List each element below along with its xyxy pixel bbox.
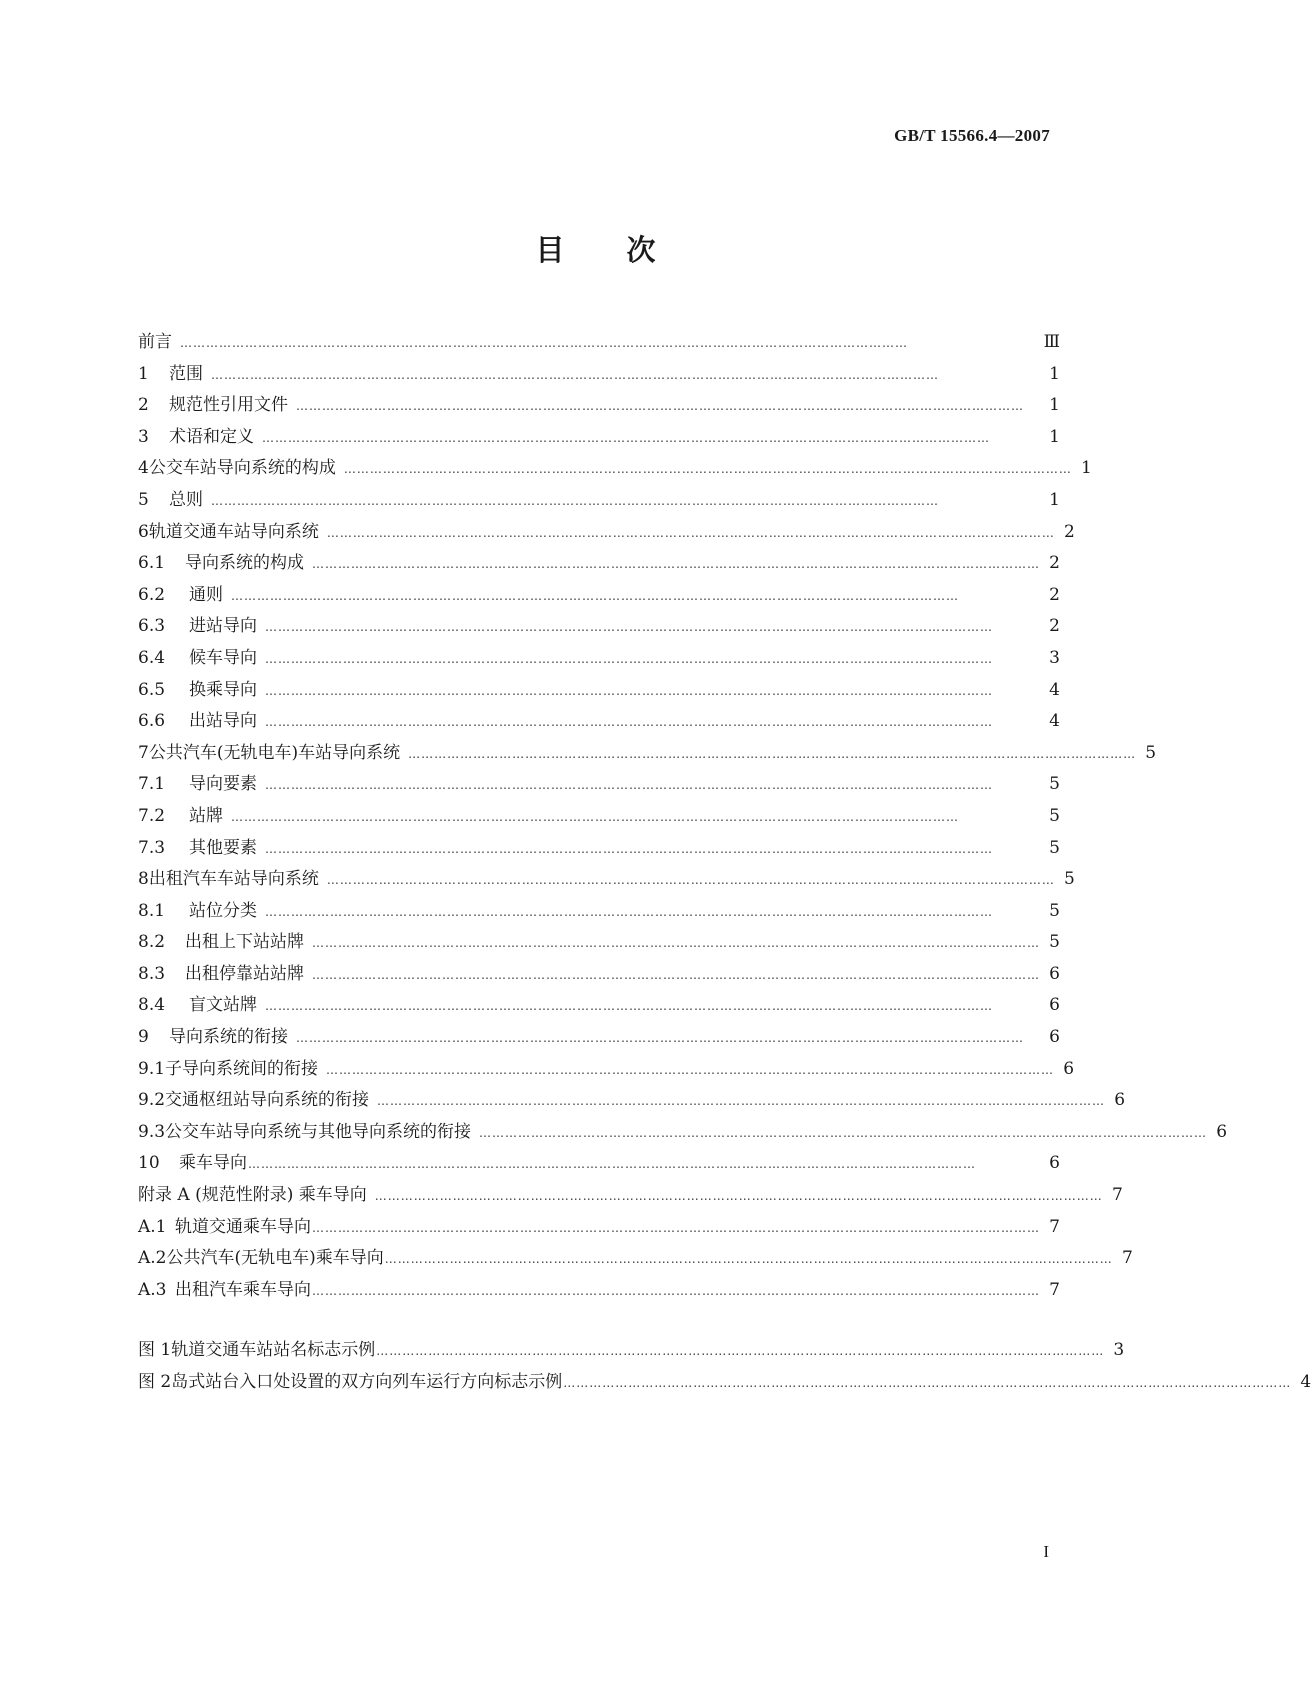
toc-num: 7.1 [138, 774, 166, 795]
toc-page: 6 [1049, 995, 1060, 1016]
leader-dots: …………………………………………………………………………………………………………………………………………………… [296, 1031, 1024, 1046]
toc-page: 7 [1121, 1248, 1133, 1269]
toc-row-a-1[interactable] [138, 1212, 1060, 1244]
leader-dots: …………………………………………………………………………………………………………………………………………………… [326, 1062, 1055, 1077]
leader-dots: …………………………………………………………………………………………………………………………………………………… [326, 873, 1055, 888]
leader-dots: …………………………………………………………………………………………………………………………………………………… [262, 430, 990, 445]
toc-label: 总则 [169, 489, 203, 510]
toc-row-8-3[interactable] [138, 959, 1060, 991]
toc-page: 2 [1049, 616, 1060, 637]
leader-dots: …………………………………………………………………………………………………………………………………………………… [326, 525, 1055, 540]
toc-row-9-1[interactable] [138, 1054, 1075, 1086]
toc-page: 6 [1049, 1153, 1060, 1174]
leader-dots: …………………………………………………………………………………………………………………………………………………… [312, 557, 1040, 572]
figure-num: 图 2 [138, 1371, 172, 1392]
toc-label: 换乘导向 [189, 679, 257, 700]
toc-page: 1 [1049, 363, 1060, 384]
figure-row-1[interactable] [138, 1335, 1125, 1367]
toc-row-8-2[interactable] [138, 927, 1060, 959]
toc-row-1[interactable] [138, 359, 1060, 391]
toc-num: 8.3 [138, 963, 166, 984]
leader-dots: …………………………………………………………………………………………………………………………………………………… [312, 967, 1040, 982]
toc-label: 公交车站导向系统的构成 [148, 458, 336, 479]
toc-page: 5 [1049, 932, 1060, 953]
toc-page: 2 [1064, 521, 1075, 542]
table-of-contents [138, 327, 1228, 1306]
toc-num: 8 [138, 869, 149, 890]
toc-label: 盲文站牌 [189, 995, 257, 1016]
toc-row-6-4[interactable] [138, 643, 1060, 675]
leader-dots: …………………………………………………………………………………………………………………………………………………… [563, 1375, 1292, 1390]
toc-label: 通则 [189, 584, 223, 605]
toc-num: 9.3 [138, 1121, 166, 1142]
leader-dots: …………………………………………………………………………………………………………………………………………………… [312, 1283, 1040, 1298]
leader-dots: …………………………………………………………………………………………………………………………………………………… [231, 588, 959, 603]
toc-label: 轨道交通乘车导向 [175, 1216, 311, 1237]
toc-row-7-3[interactable] [138, 833, 1060, 865]
leader-dots: …………………………………………………………………………………………………………………………………………………… [408, 746, 1137, 761]
toc-page: 6 [1216, 1121, 1228, 1142]
toc-num: 6.3 [138, 616, 166, 637]
toc-label: 导向系统的衔接 [169, 1027, 288, 1048]
leader-dots: …………………………………………………………………………………………………………………………………………………… [265, 841, 993, 856]
toc-row-6[interactable] [138, 517, 1075, 549]
toc-num: 8.1 [138, 900, 166, 921]
toc-label: 规范性引用文件 [169, 395, 288, 416]
toc-label: 术语和定义 [169, 426, 254, 447]
toc-page: 2 [1049, 553, 1060, 574]
toc-page: 6 [1049, 1027, 1060, 1048]
leader-dots: …………………………………………………………………………………………………………………………………………………… [265, 715, 993, 730]
toc-num: 6.1 [138, 553, 166, 574]
toc-num: 7 [138, 742, 149, 763]
toc-row-5[interactable] [138, 485, 1060, 517]
toc-row-2[interactable] [138, 390, 1060, 422]
toc-label: 前言 [138, 332, 172, 352]
toc-page: 4 [1049, 679, 1060, 700]
toc-label: 乘车导向 [179, 1153, 247, 1174]
toc-label: 出租上下站站牌 [185, 932, 304, 953]
toc-row-7-2[interactable] [138, 801, 1060, 833]
page-number: I [1043, 1542, 1049, 1561]
toc-num: 6.5 [138, 679, 166, 700]
toc-num: A.2 [138, 1248, 167, 1269]
toc-num: 3 [138, 426, 149, 447]
leader-dots: …………………………………………………………………………………………………………………………………………………… [248, 1157, 976, 1172]
leader-dots: …………………………………………………………………………………………………………………………………………………… [312, 1220, 1040, 1235]
title-char-2: 次 [626, 233, 656, 267]
toc-label: 范围 [169, 363, 203, 384]
toc-num: 2 [138, 395, 149, 416]
toc-page: Ⅲ [1043, 332, 1060, 352]
toc-page: 6 [1049, 963, 1060, 984]
page-title [0, 228, 1191, 269]
figure-page: 4 [1300, 1371, 1311, 1392]
leader-dots: …………………………………………………………………………………………………………………………………………………… [479, 1125, 1208, 1140]
toc-num: 10 [138, 1153, 160, 1174]
toc-row-a-3[interactable] [138, 1275, 1060, 1307]
toc-label: 交通枢纽站导向系统的衔接 [165, 1090, 370, 1111]
toc-label: 站牌 [189, 805, 223, 826]
toc-num: 7.3 [138, 837, 166, 858]
toc-num: A.1 [138, 1216, 167, 1237]
toc-row-a-2[interactable] [138, 1243, 1133, 1275]
toc-label: 站位分类 [189, 900, 257, 921]
leader-dots: …………………………………………………………………………………………………………………………………………………… [265, 651, 993, 666]
figure-page: 3 [1113, 1340, 1125, 1360]
toc-page: 5 [1145, 742, 1157, 763]
leader-dots: …………………………………………………………………………………………………………………………………………………… [377, 1094, 1106, 1109]
toc-page: 5 [1049, 837, 1060, 858]
toc-page: 3 [1049, 647, 1060, 668]
leader-dots: …………………………………………………………………………………………………………………………………………………… [265, 904, 993, 919]
toc-num: 7.2 [138, 805, 166, 826]
leader-dots: …………………………………………………………………………………………………………………………………………………… [343, 462, 1072, 477]
toc-row-foreword[interactable] [138, 327, 1060, 359]
toc-row-appendix-a[interactable] [138, 1180, 1123, 1212]
figure-list [138, 1335, 1311, 1398]
toc-page: 2 [1049, 584, 1060, 605]
toc-label: 公交车站导向系统与其他导向系统的衔接 [165, 1121, 472, 1142]
toc-page: 5 [1049, 900, 1060, 921]
leader-dots: …………………………………………………………………………………………………………………………………………………… [265, 620, 993, 635]
toc-row-6-5[interactable] [138, 675, 1060, 707]
toc-label: 附录 A (规范性附录) 乘车导向 [138, 1185, 367, 1206]
toc-page: 1 [1049, 426, 1060, 447]
toc-label: 出租停靠站站牌 [185, 963, 304, 984]
leader-dots: …………………………………………………………………………………………………………………………………………………… [376, 1344, 1105, 1358]
toc-page: 1 [1049, 489, 1060, 510]
toc-num: 6.6 [138, 711, 166, 732]
toc-label: 导向系统的构成 [185, 553, 304, 574]
leader-dots: …………………………………………………………………………………………………………………………………………………… [231, 809, 959, 824]
toc-page: 1 [1049, 395, 1060, 416]
toc-row-10[interactable] [138, 1148, 1060, 1180]
toc-row-3[interactable] [138, 422, 1060, 454]
toc-row-6-6[interactable] [138, 706, 1060, 738]
toc-row-9-3[interactable] [138, 1117, 1228, 1149]
figure-label: 轨道交通车站站名标志示例 [171, 1340, 376, 1360]
toc-label: 候车导向 [189, 647, 257, 668]
toc-row-6-1[interactable] [138, 548, 1060, 580]
toc-num: 9.1 [138, 1058, 166, 1079]
toc-num: 5 [138, 489, 149, 510]
toc-label: 出租汽车车站导向系统 [148, 869, 319, 890]
title-char-1: 目 [535, 233, 565, 267]
leader-dots: …………………………………………………………………………………………………………………………………………………… [211, 367, 939, 382]
toc-label: 导向要素 [189, 774, 257, 795]
leader-dots: …………………………………………………………………………………………………………………………………………………… [296, 399, 1024, 414]
leader-dots: …………………………………………………………………………………………………………………………………………………… [265, 778, 993, 793]
leader-dots: …………………………………………………………………………………………………………………………………………………… [312, 936, 1040, 951]
toc-row-6-2[interactable] [138, 580, 1060, 612]
figure-row-2[interactable] [138, 1367, 1311, 1399]
toc-row-8-4[interactable] [138, 990, 1060, 1022]
toc-label: 公共汽车(无轨电车)车站导向系统 [148, 742, 401, 763]
toc-num: 9.2 [138, 1090, 166, 1111]
toc-num: 6 [138, 521, 149, 542]
toc-page: 7 [1049, 1279, 1060, 1300]
toc-num: 6.4 [138, 647, 166, 668]
toc-label: 其他要素 [189, 837, 257, 858]
toc-num: 9 [138, 1027, 149, 1048]
toc-num: A.3 [138, 1279, 167, 1300]
toc-label: 轨道交通车站导向系统 [148, 521, 319, 542]
toc-row-9[interactable] [138, 1022, 1060, 1054]
toc-num: 8.2 [138, 932, 166, 953]
standard-code: GB/T 15566.4—2007 [894, 126, 1050, 145]
toc-row-7[interactable] [138, 738, 1157, 770]
toc-num: 4 [138, 458, 149, 479]
toc-num: 1 [138, 363, 149, 384]
toc-label: 出站导向 [189, 711, 257, 732]
toc-row-9-2[interactable] [138, 1085, 1126, 1117]
toc-label: 公共汽车(无轨电车)乘车导向 [166, 1248, 384, 1269]
toc-page: 7 [1049, 1216, 1060, 1237]
toc-row-8-1[interactable] [138, 896, 1060, 928]
toc-label: 出租汽车乘车导向 [175, 1279, 311, 1300]
toc-num: 6.2 [138, 584, 166, 605]
leader-dots: …………………………………………………………………………………………………………………………………………………… [180, 336, 908, 350]
toc-row-4[interactable] [138, 453, 1092, 485]
figure-num: 图 1 [138, 1340, 172, 1360]
toc-label: 进站导向 [189, 616, 257, 637]
leader-dots: …………………………………………………………………………………………………………………………………………………… [265, 683, 993, 698]
toc-row-7-1[interactable] [138, 769, 1060, 801]
toc-row-8[interactable] [138, 864, 1075, 896]
toc-page: 7 [1111, 1185, 1123, 1206]
toc-page: 6 [1114, 1090, 1126, 1111]
toc-label: 子导向系统间的衔接 [165, 1058, 319, 1079]
leader-dots: …………………………………………………………………………………………………………………………………………………… [384, 1252, 1113, 1267]
leader-dots: …………………………………………………………………………………………………………………………………………………… [265, 999, 993, 1014]
toc-page: 4 [1049, 711, 1060, 732]
leader-dots: …………………………………………………………………………………………………………………………………………………… [211, 493, 939, 508]
toc-row-6-3[interactable] [138, 611, 1060, 643]
toc-page: 6 [1063, 1058, 1075, 1079]
toc-page: 5 [1064, 869, 1075, 890]
toc-num: 8.4 [138, 995, 166, 1016]
toc-page: 1 [1081, 458, 1092, 479]
leader-dots: …………………………………………………………………………………………………………………………………………………… [374, 1189, 1103, 1204]
toc-page: 5 [1049, 774, 1060, 795]
toc-page: 5 [1049, 805, 1060, 826]
figure-label: 岛式站台入口处设置的双方向列车运行方向标志示例 [171, 1371, 563, 1392]
